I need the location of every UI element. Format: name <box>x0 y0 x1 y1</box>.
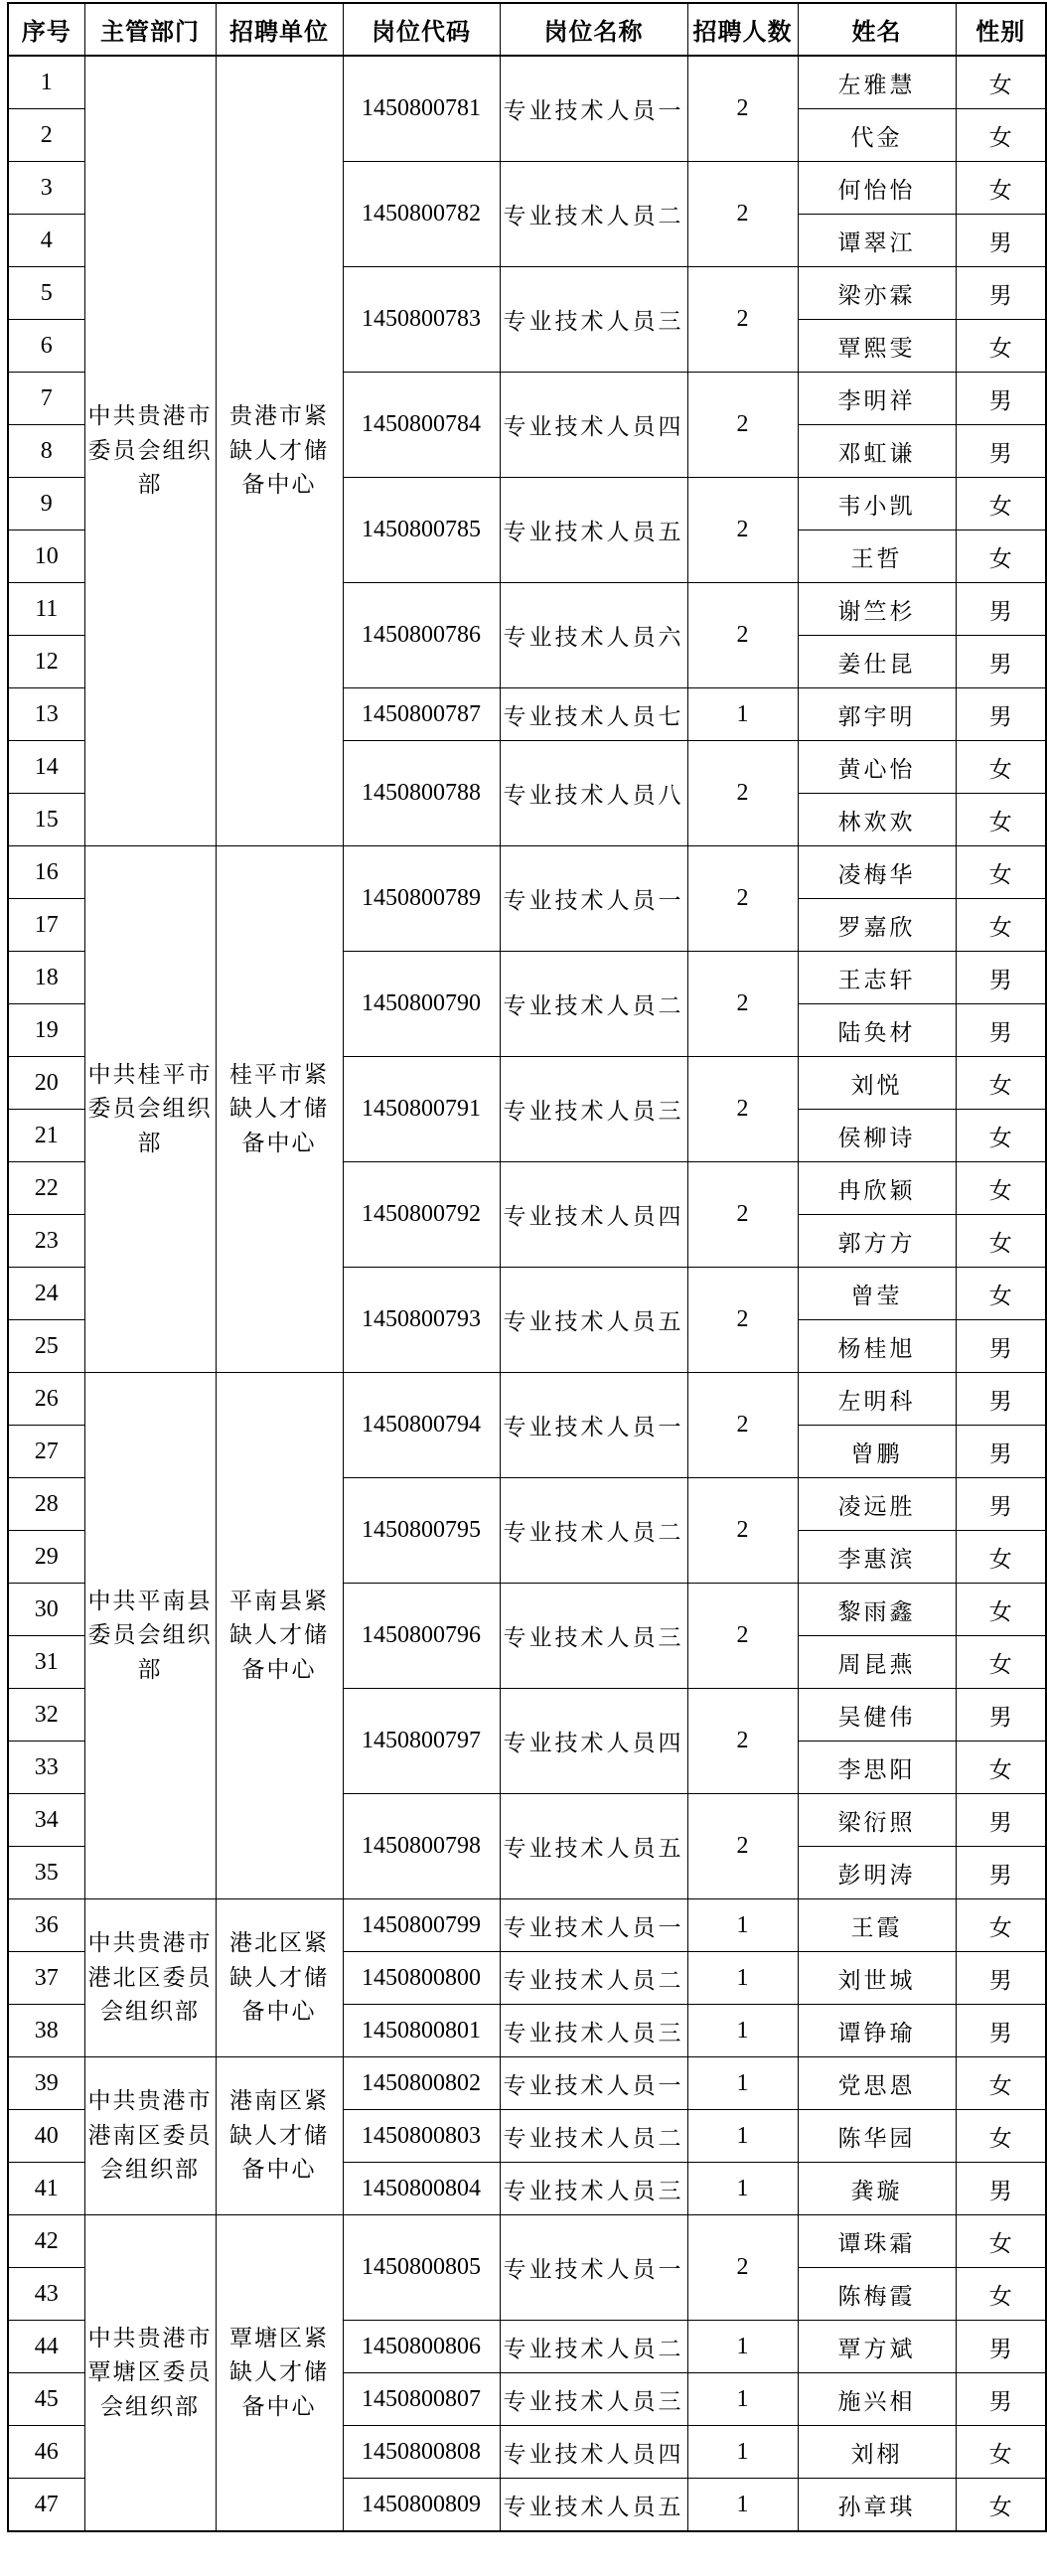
header-unit: 招聘单位 <box>216 3 343 56</box>
recruit-count-cell: 2 <box>687 1162 798 1268</box>
row-number-cell: 16 <box>8 846 84 899</box>
candidate-name-cell: 郭宇明 <box>798 688 956 741</box>
gender-cell: 男 <box>956 425 1046 478</box>
row-number-cell: 38 <box>8 2005 84 2057</box>
position-title-cell: 专业技术人员五 <box>500 478 687 583</box>
department-cell: 中共贵港市港北区委员会组织部 <box>84 1899 216 2057</box>
candidate-name-cell: 冉欣颖 <box>798 1162 956 1215</box>
recruit-count-cell: 2 <box>687 1057 798 1162</box>
gender-cell: 男 <box>956 1320 1046 1373</box>
candidate-name-cell: 凌梅华 <box>798 846 956 899</box>
position-code-cell: 1450800783 <box>343 267 500 373</box>
row-number-cell: 3 <box>8 162 84 215</box>
recruit-count-cell: 1 <box>687 1899 798 1952</box>
position-code-cell: 1450800803 <box>343 2110 500 2163</box>
position-title-cell: 专业技术人员一 <box>500 1899 687 1952</box>
gender-cell: 男 <box>956 1373 1046 1426</box>
position-code-cell: 1450800799 <box>343 1899 500 1952</box>
gender-cell: 女 <box>956 899 1046 952</box>
position-title-cell: 专业技术人员三 <box>500 267 687 373</box>
gender-cell: 男 <box>956 1847 1046 1899</box>
header-position-title: 岗位名称 <box>500 3 687 56</box>
position-title-cell: 专业技术人员六 <box>500 583 687 688</box>
row-number-cell: 13 <box>8 688 84 741</box>
row-number-cell: 41 <box>8 2163 84 2215</box>
candidate-name-cell: 罗嘉欣 <box>798 899 956 952</box>
candidate-name-cell: 梁亦霖 <box>798 267 956 320</box>
position-code-cell: 1450800788 <box>343 741 500 846</box>
department-cell: 中共贵港市覃塘区委员会组织部 <box>84 2215 216 2532</box>
gender-cell: 男 <box>956 1794 1046 1847</box>
table-row <box>8 1373 1046 1426</box>
row-number-cell: 2 <box>8 109 84 162</box>
recruit-count-cell: 1 <box>687 2373 798 2426</box>
row-number-cell: 18 <box>8 952 84 1004</box>
recruit-count-cell: 2 <box>687 267 798 373</box>
candidate-name-cell: 陈华园 <box>798 2110 956 2163</box>
row-number-cell: 23 <box>8 1215 84 1268</box>
table-body <box>8 56 1046 2531</box>
row-number-cell: 1 <box>8 56 84 109</box>
department-cell: 中共贵港市港南区委员会组织部 <box>84 2057 216 2215</box>
row-number-cell: 27 <box>8 1426 84 1478</box>
candidate-name-cell: 侯柳诗 <box>798 1110 956 1162</box>
position-title-cell: 专业技术人员三 <box>500 2373 687 2426</box>
gender-cell: 男 <box>956 2373 1046 2426</box>
candidate-name-cell: 凌远胜 <box>798 1478 956 1531</box>
gender-cell: 男 <box>956 1478 1046 1531</box>
recruit-count-cell: 1 <box>687 2005 798 2057</box>
recruit-count-cell: 1 <box>687 2057 798 2110</box>
position-title-cell: 专业技术人员五 <box>500 1794 687 1899</box>
gender-cell: 女 <box>956 1215 1046 1268</box>
recruit-count-cell: 2 <box>687 2215 798 2321</box>
department-cell: 中共贵港市委员会组织部 <box>84 56 216 846</box>
position-code-cell: 1450800808 <box>343 2426 500 2479</box>
row-number-cell: 43 <box>8 2268 84 2321</box>
row-number-cell: 45 <box>8 2373 84 2426</box>
candidate-name-cell: 谭铮瑜 <box>798 2005 956 2057</box>
position-title-cell: 专业技术人员三 <box>500 2005 687 2057</box>
row-number-cell: 37 <box>8 1952 84 2005</box>
gender-cell: 男 <box>956 1689 1046 1742</box>
header-row <box>8 3 1046 56</box>
row-number-cell: 17 <box>8 899 84 952</box>
gender-cell: 女 <box>956 1899 1046 1952</box>
candidate-name-cell: 黄心怡 <box>798 741 956 794</box>
row-number-cell: 21 <box>8 1110 84 1162</box>
position-title-cell: 专业技术人员四 <box>500 373 687 478</box>
gender-cell: 男 <box>956 636 1046 688</box>
position-title-cell: 专业技术人员四 <box>500 2426 687 2479</box>
position-code-cell: 1450800787 <box>343 688 500 741</box>
department-cell: 中共桂平市委员会组织部 <box>84 846 216 1373</box>
row-number-cell: 40 <box>8 2110 84 2163</box>
position-code-cell: 1450800792 <box>343 1162 500 1268</box>
gender-cell: 女 <box>956 2268 1046 2321</box>
gender-cell: 女 <box>956 1531 1046 1584</box>
candidate-name-cell: 谭翠江 <box>798 215 956 267</box>
candidate-name-cell: 代金 <box>798 109 956 162</box>
row-number-cell: 5 <box>8 267 84 320</box>
candidate-name-cell: 曾莹 <box>798 1268 956 1320</box>
table-header <box>8 3 1046 56</box>
row-number-cell: 14 <box>8 741 84 794</box>
gender-cell: 女 <box>956 741 1046 794</box>
candidate-name-cell: 刘悦 <box>798 1057 956 1110</box>
header-no: 序号 <box>8 3 84 56</box>
row-number-cell: 11 <box>8 583 84 636</box>
gender-cell: 女 <box>956 794 1046 846</box>
gender-cell: 女 <box>956 2057 1046 2110</box>
gender-cell: 女 <box>956 1057 1046 1110</box>
candidate-name-cell: 杨桂旭 <box>798 1320 956 1373</box>
candidate-name-cell: 韦小凯 <box>798 478 956 530</box>
position-title-cell: 专业技术人员二 <box>500 2321 687 2373</box>
recruit-count-cell: 2 <box>687 741 798 846</box>
candidate-name-cell: 梁衍照 <box>798 1794 956 1847</box>
position-title-cell: 专业技术人员五 <box>500 2479 687 2532</box>
candidate-name-cell: 刘栩 <box>798 2426 956 2479</box>
unit-cell: 覃塘区紧缺人才储备中心 <box>216 2215 343 2532</box>
recruit-count-cell: 1 <box>687 2110 798 2163</box>
row-number-cell: 25 <box>8 1320 84 1373</box>
gender-cell: 男 <box>956 1426 1046 1478</box>
candidate-name-cell: 孙章琪 <box>798 2479 956 2532</box>
recruit-count-cell: 2 <box>687 952 798 1057</box>
candidate-name-cell: 王霞 <box>798 1899 956 1952</box>
candidate-name-cell: 李思阳 <box>798 1742 956 1794</box>
gender-cell: 女 <box>956 56 1046 109</box>
position-code-cell: 1450800796 <box>343 1584 500 1689</box>
table-row <box>8 2057 1046 2110</box>
row-number-cell: 47 <box>8 2479 84 2532</box>
gender-cell: 女 <box>956 109 1046 162</box>
position-code-cell: 1450800785 <box>343 478 500 583</box>
gender-cell: 男 <box>956 2005 1046 2057</box>
position-title-cell: 专业技术人员一 <box>500 846 687 952</box>
position-code-cell: 1450800781 <box>343 56 500 162</box>
candidate-name-cell: 覃方斌 <box>798 2321 956 2373</box>
recruit-count-cell: 2 <box>687 1689 798 1794</box>
gender-cell: 女 <box>956 1742 1046 1794</box>
unit-cell: 贵港市紧缺人才储备中心 <box>216 56 343 846</box>
gender-cell: 女 <box>956 846 1046 899</box>
candidate-name-cell: 王哲 <box>798 530 956 583</box>
position-code-cell: 1450800800 <box>343 1952 500 2005</box>
row-number-cell: 42 <box>8 2215 84 2268</box>
candidate-name-cell: 刘世城 <box>798 1952 956 2005</box>
row-number-cell: 8 <box>8 425 84 478</box>
row-number-cell: 35 <box>8 1847 84 1899</box>
position-code-cell: 1450800793 <box>343 1268 500 1373</box>
candidate-name-cell: 李惠滨 <box>798 1531 956 1584</box>
gender-cell: 女 <box>956 320 1046 373</box>
recruit-count-cell: 2 <box>687 1268 798 1373</box>
table-row <box>8 2215 1046 2268</box>
row-number-cell: 15 <box>8 794 84 846</box>
position-title-cell: 专业技术人员四 <box>500 1162 687 1268</box>
position-code-cell: 1450800806 <box>343 2321 500 2373</box>
candidate-name-cell: 谭珠霜 <box>798 2215 956 2268</box>
table-row <box>8 846 1046 899</box>
position-title-cell: 专业技术人员四 <box>500 1689 687 1794</box>
gender-cell: 男 <box>956 215 1046 267</box>
candidate-name-cell: 吴健伟 <box>798 1689 956 1742</box>
recruit-count-cell: 1 <box>687 2163 798 2215</box>
recruit-count-cell: 2 <box>687 1478 798 1584</box>
position-code-cell: 1450800782 <box>343 162 500 267</box>
recruit-count-cell: 2 <box>687 478 798 583</box>
header-department: 主管部门 <box>84 3 216 56</box>
row-number-cell: 30 <box>8 1584 84 1636</box>
recruit-count-cell: 2 <box>687 1373 798 1478</box>
recruit-count-cell: 2 <box>687 162 798 267</box>
unit-cell: 港北区紧缺人才储备中心 <box>216 1899 343 2057</box>
gender-cell: 女 <box>956 162 1046 215</box>
header-recruit-count: 招聘人数 <box>687 3 798 56</box>
department-cell: 中共平南县委员会组织部 <box>84 1373 216 1899</box>
recruit-count-cell: 1 <box>687 688 798 741</box>
gender-cell: 女 <box>956 1110 1046 1162</box>
recruit-count-cell: 2 <box>687 1584 798 1689</box>
row-number-cell: 31 <box>8 1636 84 1689</box>
row-number-cell: 19 <box>8 1004 84 1057</box>
candidate-name-cell: 郭方方 <box>798 1215 956 1268</box>
candidate-name-cell: 周昆燕 <box>798 1636 956 1689</box>
position-title-cell: 专业技术人员二 <box>500 1478 687 1584</box>
position-code-cell: 1450800797 <box>343 1689 500 1794</box>
row-number-cell: 34 <box>8 1794 84 1847</box>
header-name: 姓名 <box>798 3 956 56</box>
gender-cell: 女 <box>956 530 1046 583</box>
gender-cell: 男 <box>956 583 1046 636</box>
gender-cell: 女 <box>956 2479 1046 2532</box>
recruit-count-cell: 1 <box>687 2426 798 2479</box>
candidate-name-cell: 姜仕昆 <box>798 636 956 688</box>
row-number-cell: 24 <box>8 1268 84 1320</box>
position-title-cell: 专业技术人员一 <box>500 56 687 162</box>
gender-cell: 男 <box>956 2321 1046 2373</box>
row-number-cell: 33 <box>8 1742 84 1794</box>
gender-cell: 男 <box>956 1952 1046 2005</box>
gender-cell: 女 <box>956 2426 1046 2479</box>
recruit-count-cell: 2 <box>687 846 798 952</box>
position-title-cell: 专业技术人员二 <box>500 2110 687 2163</box>
position-title-cell: 专业技术人员二 <box>500 952 687 1057</box>
gender-cell: 男 <box>956 952 1046 1004</box>
row-number-cell: 12 <box>8 636 84 688</box>
candidate-name-cell: 施兴相 <box>798 2373 956 2426</box>
candidate-name-cell: 何怡怡 <box>798 162 956 215</box>
gender-cell: 男 <box>956 267 1046 320</box>
candidate-name-cell: 林欢欢 <box>798 794 956 846</box>
position-title-cell: 专业技术人员二 <box>500 162 687 267</box>
gender-cell: 男 <box>956 373 1046 425</box>
row-number-cell: 7 <box>8 373 84 425</box>
candidate-name-cell: 左雅慧 <box>798 56 956 109</box>
position-title-cell: 专业技术人员五 <box>500 1268 687 1373</box>
position-code-cell: 1450800805 <box>343 2215 500 2321</box>
row-number-cell: 20 <box>8 1057 84 1110</box>
unit-cell: 桂平市紧缺人才储备中心 <box>216 846 343 1373</box>
row-number-cell: 46 <box>8 2426 84 2479</box>
candidate-name-cell: 龚璇 <box>798 2163 956 2215</box>
table-row <box>8 56 1046 109</box>
candidate-name-cell: 陆奂材 <box>798 1004 956 1057</box>
position-title-cell: 专业技术人员三 <box>500 1057 687 1162</box>
position-code-cell: 1450800809 <box>343 2479 500 2532</box>
candidate-name-cell: 曾鹏 <box>798 1426 956 1478</box>
gender-cell: 女 <box>956 2215 1046 2268</box>
recruit-count-cell: 1 <box>687 1952 798 2005</box>
candidate-name-cell: 覃熙雯 <box>798 320 956 373</box>
position-title-cell: 专业技术人员二 <box>500 1952 687 2005</box>
gender-cell: 男 <box>956 1004 1046 1057</box>
row-number-cell: 9 <box>8 478 84 530</box>
row-number-cell: 26 <box>8 1373 84 1426</box>
unit-cell: 港南区紧缺人才储备中心 <box>216 2057 343 2215</box>
candidate-name-cell: 王志轩 <box>798 952 956 1004</box>
position-code-cell: 1450800789 <box>343 846 500 952</box>
position-code-cell: 1450800791 <box>343 1057 500 1162</box>
position-code-cell: 1450800790 <box>343 952 500 1057</box>
position-code-cell: 1450800798 <box>343 1794 500 1899</box>
gender-cell: 男 <box>956 2163 1046 2215</box>
position-title-cell: 专业技术人员一 <box>500 1373 687 1478</box>
table-row <box>8 1899 1046 1952</box>
candidate-name-cell: 谢竺杉 <box>798 583 956 636</box>
gender-cell: 男 <box>956 688 1046 741</box>
position-code-cell: 1450800784 <box>343 373 500 478</box>
row-number-cell: 10 <box>8 530 84 583</box>
row-number-cell: 29 <box>8 1531 84 1584</box>
candidate-name-cell: 党思恩 <box>798 2057 956 2110</box>
position-title-cell: 专业技术人员八 <box>500 741 687 846</box>
position-code-cell: 1450800794 <box>343 1373 500 1478</box>
position-code-cell: 1450800807 <box>343 2373 500 2426</box>
row-number-cell: 39 <box>8 2057 84 2110</box>
row-number-cell: 6 <box>8 320 84 373</box>
row-number-cell: 4 <box>8 215 84 267</box>
recruit-count-cell: 1 <box>687 2479 798 2532</box>
gender-cell: 女 <box>956 1268 1046 1320</box>
gender-cell: 女 <box>956 2110 1046 2163</box>
candidate-name-cell: 陈梅霞 <box>798 2268 956 2321</box>
recruit-count-cell: 1 <box>687 2321 798 2373</box>
candidate-name-cell: 左明科 <box>798 1373 956 1426</box>
row-number-cell: 32 <box>8 1689 84 1742</box>
gender-cell: 女 <box>956 478 1046 530</box>
recruitment-table <box>7 2 1047 2532</box>
row-number-cell: 44 <box>8 2321 84 2373</box>
header-gender: 性别 <box>956 3 1046 56</box>
header-position-code: 岗位代码 <box>343 3 500 56</box>
recruit-count-cell: 2 <box>687 583 798 688</box>
position-code-cell: 1450800804 <box>343 2163 500 2215</box>
unit-cell: 平南县紧缺人才储备中心 <box>216 1373 343 1899</box>
position-title-cell: 专业技术人员七 <box>500 688 687 741</box>
gender-cell: 女 <box>956 1162 1046 1215</box>
candidate-name-cell: 邓虹谦 <box>798 425 956 478</box>
candidate-name-cell: 黎雨鑫 <box>798 1584 956 1636</box>
position-title-cell: 专业技术人员三 <box>500 2163 687 2215</box>
position-code-cell: 1450800801 <box>343 2005 500 2057</box>
recruit-count-cell: 2 <box>687 56 798 162</box>
position-code-cell: 1450800802 <box>343 2057 500 2110</box>
candidate-name-cell: 李明祥 <box>798 373 956 425</box>
position-title-cell: 专业技术人员三 <box>500 1584 687 1689</box>
candidate-name-cell: 彭明涛 <box>798 1847 956 1899</box>
position-title-cell: 专业技术人员一 <box>500 2215 687 2321</box>
gender-cell: 女 <box>956 1636 1046 1689</box>
recruit-count-cell: 2 <box>687 1794 798 1899</box>
position-code-cell: 1450800786 <box>343 583 500 688</box>
position-title-cell: 专业技术人员一 <box>500 2057 687 2110</box>
gender-cell: 女 <box>956 1584 1046 1636</box>
row-number-cell: 22 <box>8 1162 84 1215</box>
position-code-cell: 1450800795 <box>343 1478 500 1584</box>
recruit-count-cell: 2 <box>687 373 798 478</box>
row-number-cell: 36 <box>8 1899 84 1952</box>
row-number-cell: 28 <box>8 1478 84 1531</box>
